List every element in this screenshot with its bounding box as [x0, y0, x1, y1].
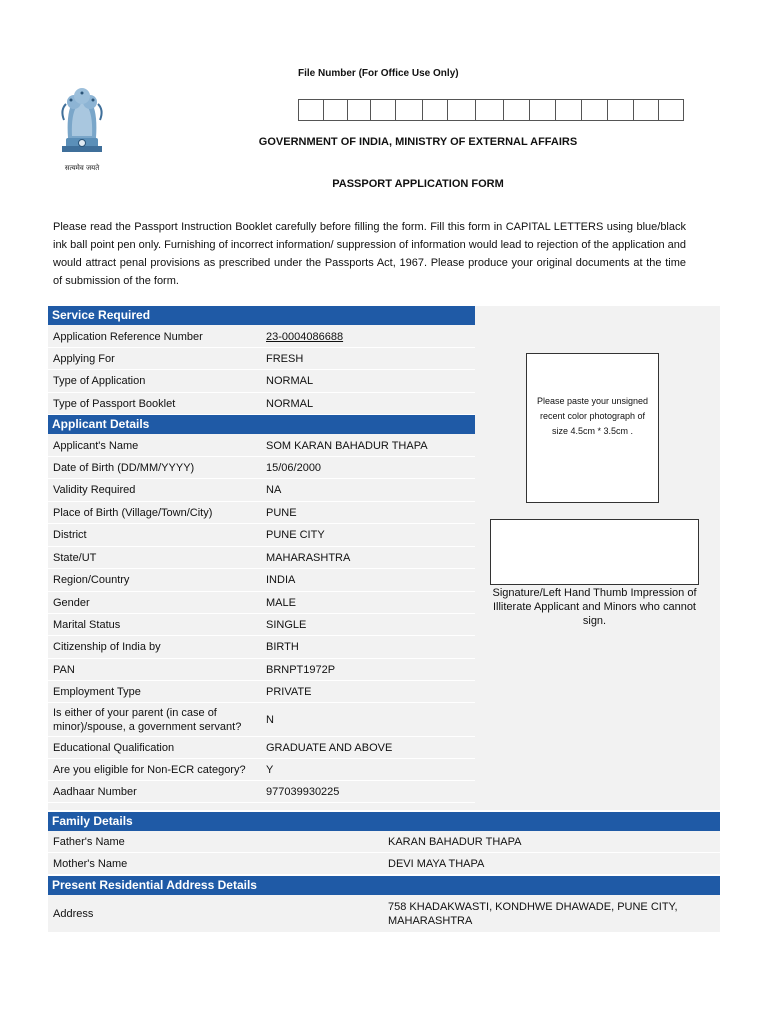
field-value: SOM KARAN BAHADUR THAPA: [266, 439, 428, 452]
applicant-row: [48, 524, 475, 547]
field-value: KARAN BAHADUR THAPA: [388, 835, 522, 848]
file-number-box[interactable]: [608, 100, 634, 120]
applicant-row: [48, 781, 475, 803]
field-label: Applying For: [53, 352, 115, 365]
field-label: Gender: [53, 596, 90, 609]
field-label: Address: [53, 907, 94, 920]
signature-box: [490, 519, 699, 585]
field-value: INDIA: [266, 574, 296, 586]
applicant-row: [48, 737, 475, 759]
field-label: Type of Application: [53, 375, 146, 387]
family-row: [48, 831, 720, 853]
family-details-heading: Family Details: [48, 812, 720, 831]
applicant-row: [48, 502, 475, 524]
field-label: Aadhaar Number: [53, 785, 137, 798]
applicant-row: [48, 681, 475, 703]
field-value: Y: [266, 763, 274, 776]
field-label: Educational Qualification: [53, 741, 175, 754]
file-number-box[interactable]: [371, 100, 396, 120]
service-row: [48, 393, 475, 415]
field-value: SINGLE: [266, 618, 307, 631]
file-number-box[interactable]: [348, 100, 371, 120]
file-number-box[interactable]: [504, 100, 530, 120]
file-number-box[interactable]: [299, 100, 324, 120]
field-value: NORMAL: [266, 397, 314, 410]
government-title: GOVERNMENT OF INDIA, MINISTRY OF EXTERNAL AFFAIRS: [258, 136, 578, 148]
applicant-row: [48, 614, 475, 636]
file-number-box[interactable]: [659, 100, 683, 120]
ashoka-emblem-icon: [52, 80, 112, 162]
applicant-row: [48, 457, 475, 479]
applicant-row: [48, 659, 475, 681]
applicant-row: [48, 703, 475, 737]
field-label: Are you eligible for Non-ECR category?: [53, 763, 246, 776]
applicant-details-heading: Applicant Details: [48, 415, 475, 434]
file-number-box[interactable]: [476, 100, 504, 120]
file-number-box[interactable]: [423, 100, 448, 120]
field-value: NA: [266, 484, 282, 496]
file-number-box[interactable]: [396, 100, 423, 120]
field-label: Type of Passport Booklet: [53, 397, 176, 410]
applicant-row: [48, 592, 475, 614]
file-number-boxes[interactable]: [298, 99, 684, 121]
field-value: BIRTH: [266, 641, 299, 653]
file-number-box[interactable]: [634, 100, 659, 120]
photo-instructions: Please paste your unsigned recent color photograph of size 4.5cm * 3.5cm .: [536, 396, 649, 436]
applicant-row: [48, 479, 475, 502]
field-label: Is either of your parent (in case of minor)/spouse, a government servant?: [53, 706, 242, 733]
address-details-heading: Present Residential Address Details: [48, 876, 720, 895]
applicant-row: [48, 435, 475, 457]
field-label: Marital Status: [53, 618, 121, 631]
field-value: 977039930225: [266, 785, 340, 798]
address-row: [48, 895, 720, 933]
file-number-box[interactable]: [448, 100, 476, 120]
field-label: PAN: [53, 663, 75, 676]
field-label: Date of Birth (DD/MM/YYYY): [53, 461, 195, 474]
emblem-motto: सत्यमेव जयते: [64, 164, 100, 172]
field-value: N: [266, 713, 274, 726]
file-number-box[interactable]: [556, 100, 582, 120]
field-label: Father's Name: [53, 835, 125, 848]
field-value: PUNE: [266, 506, 297, 519]
field-label: District: [53, 529, 87, 541]
applicant-row: [48, 547, 475, 569]
applicant-row: [48, 636, 475, 659]
field-value: DEVI MAYA THAPA: [388, 857, 485, 870]
service-required-heading: Service Required: [48, 306, 475, 325]
field-label: Citizenship of India by: [53, 641, 161, 653]
file-number-box[interactable]: [582, 100, 608, 120]
field-value: 15/06/2000: [266, 461, 322, 474]
field-value: FRESH: [266, 352, 304, 365]
photo-box: [526, 353, 659, 503]
signature-caption: Signature/Left Hand Thumb Impression of Illiterate Applicant and Minors who cannot sign.: [492, 587, 697, 627]
field-value: BRNPT1972P: [266, 663, 336, 676]
form-title: PASSPORT APPLICATION FORM: [332, 178, 504, 190]
field-value: MALE: [266, 596, 296, 609]
field-value: 758 KHADAKWASTI, KONDHWE DHAWADE, PUNE CITY, MAHARASHTRA: [388, 900, 678, 927]
field-value: GRADUATE AND ABOVE: [266, 741, 393, 754]
file-number-label: File Number (For Office Use Only): [298, 68, 459, 79]
field-label: Application Reference Number: [53, 330, 203, 343]
field-label: Applicant's Name: [53, 439, 139, 452]
field-value: PUNE CITY: [266, 529, 325, 541]
file-number-box[interactable]: [530, 100, 556, 120]
field-value: MAHARASHTRA: [266, 551, 351, 564]
field-label: State/UT: [53, 551, 97, 564]
national-emblem: [52, 80, 112, 175]
field-label: Place of Birth (Village/Town/City): [53, 506, 213, 519]
field-label: Region/Country: [53, 574, 130, 586]
field-label: Employment Type: [53, 685, 141, 698]
field-label: Mother's Name: [53, 857, 128, 870]
field-value: NORMAL: [266, 375, 314, 387]
field-value: PRIVATE: [266, 685, 312, 698]
file-number-box[interactable]: [324, 100, 348, 120]
service-row: [48, 348, 475, 370]
field-label: Validity Required: [53, 484, 136, 496]
family-row: [48, 853, 720, 875]
service-row: [48, 370, 475, 393]
application-reference-link: 23-0004086688: [266, 330, 344, 343]
instructions-paragraph: Please read the Passport Instruction Booklet carefully before filling the form. Fill this form in CAPITAL LETTERS using blue/black ink ball point pen only. Furnishing of incorrect information/ suppression of information would lead to rejection of the application and would attract penal provisions as prescribed under the Passports Act, 1967. Please produce your original documents at the time of submission of the form.: [53, 221, 686, 287]
service-row: [48, 326, 475, 348]
applicant-row: [48, 759, 475, 781]
applicant-row: [48, 569, 475, 592]
